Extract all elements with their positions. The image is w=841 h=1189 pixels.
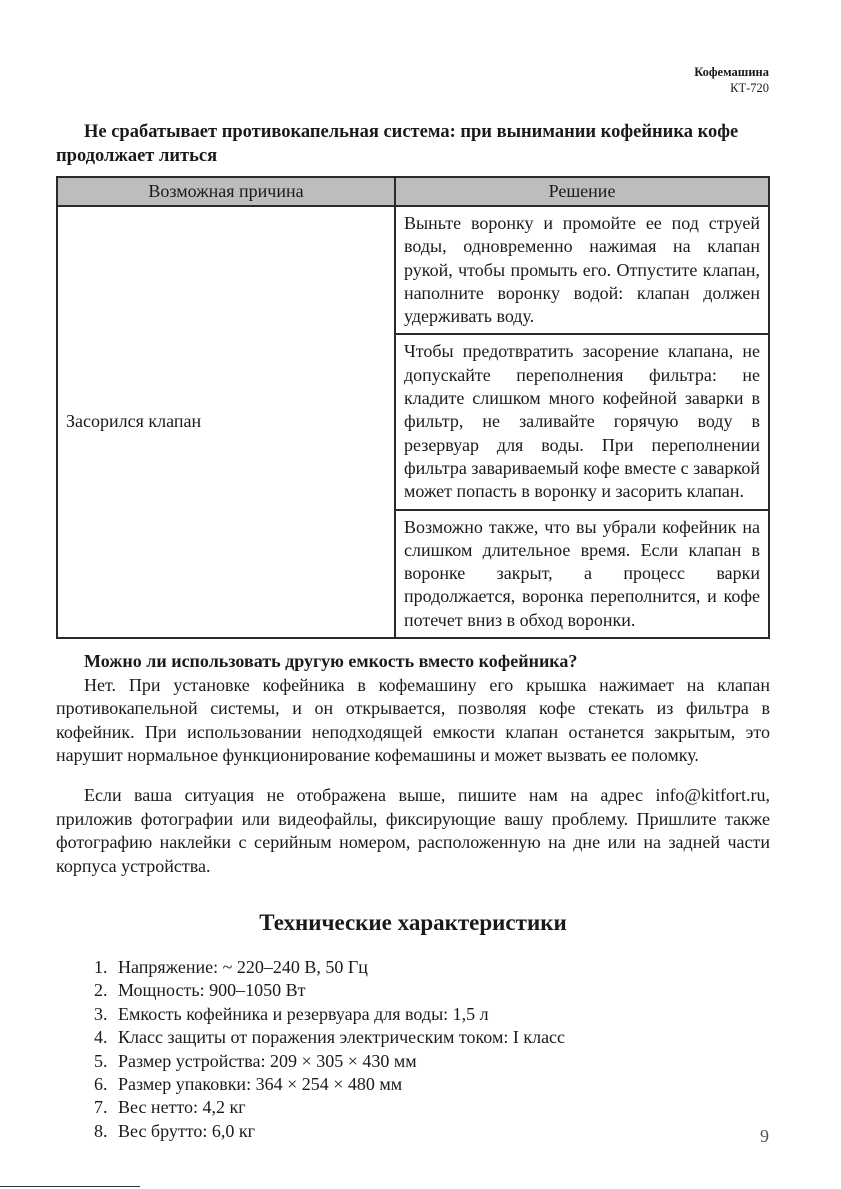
spec-item: 6. Размер упаковки: 364 × 254 × 480 мм <box>112 1073 565 1096</box>
spec-item: 1. Напряжение: ~ 220–240 В, 50 Гц <box>112 956 565 979</box>
solution-cell: Чтобы предотвратить засорение клапана, не допускайте переполнения фильтра: не кладите слишком много кофейной заварки в фильтр, не заливайте горячую воду в резервуар для воды. При переполнении фильтра завариваемый кофе вместе с заваркой может попасть в воронку и засорить клапан. <box>395 334 769 509</box>
spec-item: 5. Размер устройства: 209 × 305 × 430 мм <box>112 1050 565 1073</box>
solution-cell: Возможно также, что вы убрали кофейник на слишком длительное время. Если клапан в воронке закрыт, а процесс варки продолжается, воронка переполнится, и кофе потечет вниз в обход воронки. <box>395 510 769 638</box>
faq-answer: Нет. При установке кофейника в кофемашину его крышка нажимает на клапан противокапельной системы, и он открывается, позволяя кофе стекать из фильтра в кофейник. При использовании неподходящей емкости клапан останется закрытым, это нарушит нормальное функционирование кофемашины и может вызвать ее поломку. <box>56 674 770 765</box>
header-model: КТ-720 <box>730 81 769 95</box>
spec-item: 7. Вес нетто: 4,2 кг <box>112 1096 565 1119</box>
spec-item: 2. Мощность: 900–1050 Вт <box>112 979 565 1002</box>
table-row <box>57 206 769 334</box>
footer-rule <box>0 1186 140 1187</box>
column-header-solution: Решение <box>395 177 769 206</box>
page-header <box>694 64 769 96</box>
spec-item: 3. Емкость кофейника и резервуара для воды: 1,5 л <box>112 1003 565 1026</box>
solution-cell: Выньте воронку и промойте ее под струей воды, одновременно нажимая на клапан рукой, чтобы промыть его. Отпустите клапан, наполните воронку водой: клапан должен удерживать воду. <box>395 206 769 334</box>
specs-title: Технические характеристики <box>259 910 567 935</box>
spec-item: 8. Вес брутто: 6,0 кг <box>112 1120 565 1143</box>
table-header-row <box>57 177 769 206</box>
cause-cell: Засорился клапан <box>57 206 395 638</box>
page-number: 9 <box>760 1126 769 1146</box>
faq-question: Можно ли использовать другую емкость вместо кофейника? <box>84 651 578 671</box>
faq-section <box>56 650 770 768</box>
troubleshooting-table <box>56 176 770 639</box>
contact-paragraph: Если ваша ситуация не отображена выше, пишите нам на адрес info@kitfort.ru, приложив фотографии или видеофайлы, фиксирующие вашу проблему. Пришлите также фотографию наклейки с серийным номером, расположенную на дне или на задней части корпуса устройства. <box>56 785 770 876</box>
column-header-cause: Возможная причина <box>57 177 395 206</box>
specs-list <box>56 956 565 1143</box>
header-product: Кофемашина <box>694 65 769 79</box>
spec-item: 4. Класс защиты от поражения электрическим током: I класс <box>112 1026 565 1049</box>
issue-title: Не срабатывает противокапельная система: при вынимании кофейника кофе продолжает литься <box>56 122 739 166</box>
